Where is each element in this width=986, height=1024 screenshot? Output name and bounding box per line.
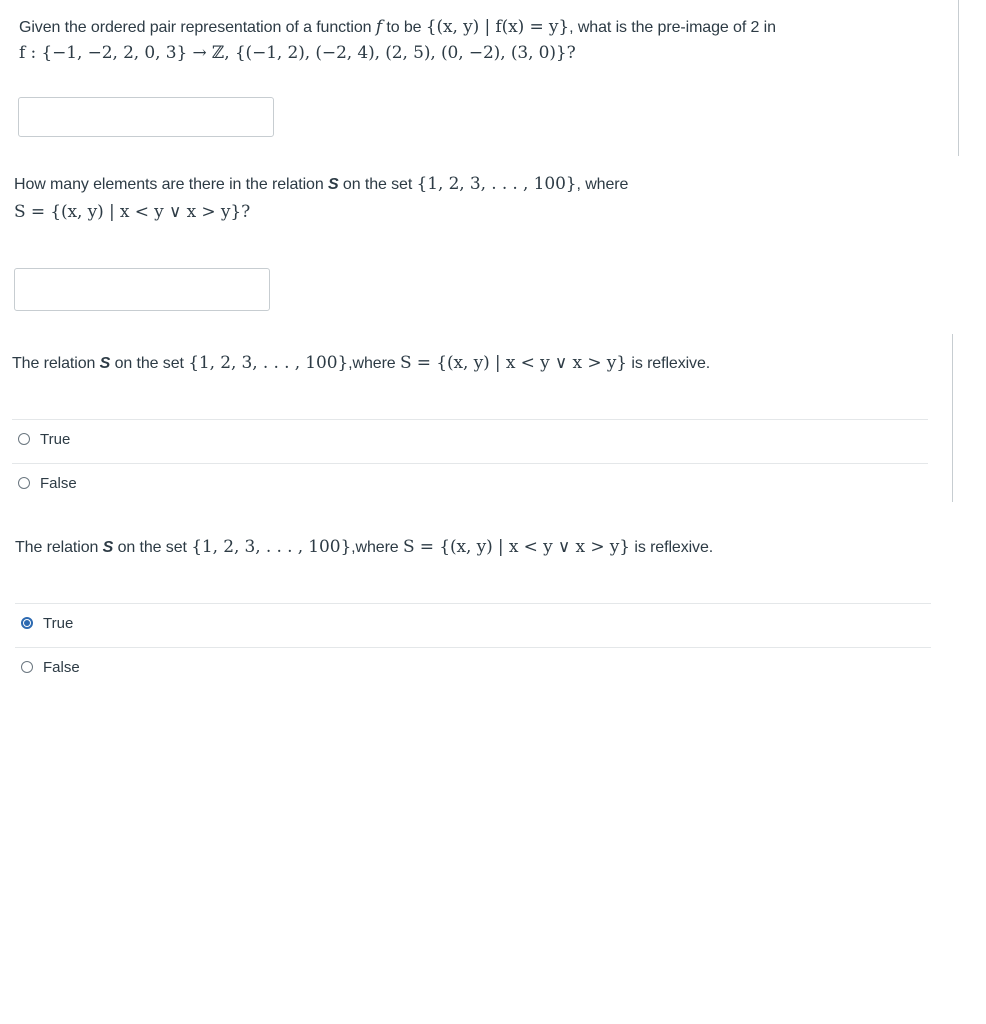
question-4-expr: S = {(x, y) | x < y ∨ x > y}: [402, 537, 631, 557]
question-3-option-false[interactable]: [18, 472, 77, 494]
question-4-radio-false[interactable]: [21, 661, 33, 673]
question-4-suffix: is reflexive.: [630, 539, 714, 556]
question-2-prefix: How many elements are there in the relation: [14, 176, 328, 193]
question-3-expr: S = {(x, y) | x < y ∨ x > y}: [399, 353, 628, 373]
question-3-where: ,where: [348, 355, 400, 372]
question-3-prefix: The relation: [12, 355, 100, 372]
question-4-option-false-label: False: [43, 658, 80, 676]
question-3-radio-false[interactable]: [18, 477, 30, 489]
question-4-divider-top: [15, 603, 931, 604]
question-4-radio-true[interactable]: [21, 617, 33, 629]
question-4-text: [15, 536, 713, 559]
question-4-set: {1, 2, 3, . . . , 100}: [191, 537, 352, 557]
question-1-suffix: , what is the pre-image of 2 in: [569, 19, 776, 36]
question-2-text: [14, 173, 628, 196]
question-2-relation: S: [327, 176, 339, 193]
question-3-option-true-label: True: [40, 430, 71, 448]
question-3-set: {1, 2, 3, . . . , 100}: [188, 353, 349, 373]
right-panel-edge-top: [958, 0, 959, 156]
question-3-divider-middle: [12, 463, 928, 464]
question-4-option-true[interactable]: [21, 612, 73, 634]
question-1-func-symbol: f: [375, 17, 383, 37]
question-3-divider-top: [12, 419, 928, 420]
question-2-set: {1, 2, 3, . . . , 100}: [416, 174, 577, 194]
question-3-text: [12, 352, 710, 375]
question-4-option-false[interactable]: [21, 656, 80, 678]
question-3-suffix: is reflexive.: [627, 355, 711, 372]
question-3-option-false-label: False: [40, 474, 77, 492]
question-4-middle: on the set: [113, 539, 192, 556]
question-3-relation: S: [99, 355, 111, 372]
right-panel-edge-middle: [952, 334, 953, 502]
question-1-answer-input[interactable]: [18, 97, 274, 137]
question-4-option-true-label: True: [43, 614, 74, 632]
question-3-radio-true[interactable]: [18, 433, 30, 445]
question-1-formula: f : {−1, −2, 2, 0, 3} → ℤ, {(−1, 2), (−2, 4), (2, 5), (0, −2), (3, 0)}?: [19, 43, 576, 63]
question-4-prefix: The relation: [15, 539, 103, 556]
question-4-where: ,where: [351, 539, 403, 556]
question-2-answer-input[interactable]: [14, 268, 270, 311]
question-2-suffix: , where: [576, 176, 629, 193]
question-4-divider-middle: [15, 647, 931, 648]
question-3-middle: on the set: [110, 355, 189, 372]
question-1-prefix: Given the ordered pair representation of a function: [19, 19, 376, 36]
question-1-text: [19, 16, 776, 39]
question-1-set-expr: {(x, y) | f(x) = y}: [425, 17, 570, 37]
question-2-middle: on the set: [338, 176, 417, 193]
question-1-middle: to be: [382, 19, 426, 36]
question-4-relation: S: [102, 539, 114, 556]
question-3-option-true[interactable]: [18, 428, 70, 450]
question-2-formula: S = {(x, y) | x < y ∨ x > y}?: [14, 202, 251, 222]
